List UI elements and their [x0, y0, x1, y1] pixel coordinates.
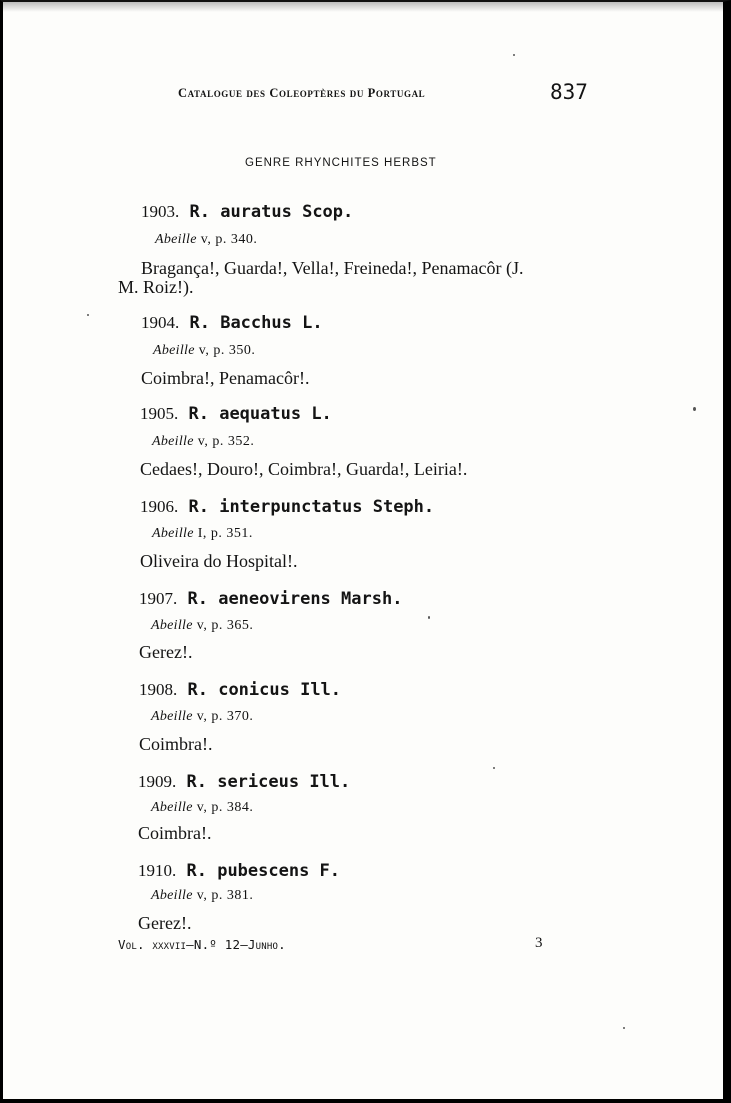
locality-line: Cedaes!, Douro!, Coimbra!, Guarda!, Leiria!.: [140, 459, 468, 479]
scan-speck: [493, 767, 495, 769]
entry-heading: [141, 313, 323, 333]
locality-line: Bragança!, Guarda!, Vella!, Freineda!, Penamacôr (J.: [141, 258, 524, 278]
entry-heading: [138, 861, 340, 881]
scan-speck: [513, 54, 515, 56]
scan-speck: [87, 314, 89, 316]
entry-number: 1904.: [141, 313, 180, 332]
reference: [151, 709, 253, 725]
footer-volume: Vol. xxxvii—N.º 12—Junho.: [118, 937, 286, 952]
reference-page: v, p. 365.: [192, 618, 254, 633]
entry-number: 1905.: [140, 404, 179, 423]
locality-line: Coimbra!.: [138, 823, 212, 843]
species-name: R. aequatus L.: [188, 404, 332, 424]
running-head: Catalogue des Coleoptères du Portugal: [178, 86, 426, 100]
entry-heading: [139, 680, 341, 700]
species-name: R. interpunctatus Steph.: [188, 497, 435, 517]
reference-work: Abeille: [155, 232, 197, 247]
locality-line: Coimbra!, Penamacôr!.: [141, 368, 310, 388]
entry-number: 1910.: [138, 861, 177, 880]
entry-heading: [138, 772, 350, 792]
reference-page: I, p. 351.: [193, 526, 253, 541]
species-name: R. sericeus Ill.: [186, 772, 351, 792]
reference: [151, 888, 253, 904]
reference-work: Abeille: [153, 343, 195, 358]
reference-page: v, p. 352.: [193, 434, 255, 449]
page-number: 837: [550, 80, 588, 104]
reference-work: Abeille: [151, 888, 193, 903]
locality-line: Oliveira do Hospital!.: [140, 551, 298, 571]
reference: [153, 343, 255, 359]
scan-speck: [428, 616, 430, 619]
entry-heading: [141, 202, 353, 222]
species-name: R. Bacchus L.: [189, 313, 323, 333]
section-title: GENRE RHYNCHITES HERBST: [245, 157, 437, 169]
entry-number: 1908.: [139, 680, 178, 699]
reference-page: v, p. 384.: [192, 800, 254, 815]
entry-number: 1906.: [140, 497, 179, 516]
reference: [152, 434, 254, 450]
reference-page: v, p. 381.: [192, 888, 254, 903]
scan-speck: [693, 407, 696, 411]
species-name: R. pubescens F.: [186, 861, 341, 881]
reference: [155, 232, 257, 248]
scan-speck: [623, 1027, 625, 1029]
entry-number: 1909.: [138, 772, 177, 791]
reference-work: Abeille: [152, 434, 194, 449]
reference-page: v, p. 340.: [196, 232, 258, 247]
entry-number: 1907.: [139, 589, 178, 608]
reference-page: v, p. 350.: [194, 343, 256, 358]
species-name: R. auratus Scop.: [189, 202, 354, 222]
reference: [152, 526, 253, 542]
species-name: R. aeneovirens Marsh.: [187, 589, 403, 609]
entry-number: 1903.: [141, 202, 180, 221]
reference-page: v, p. 370.: [192, 709, 254, 724]
locality-line-continued: M. Roiz!).: [118, 277, 194, 297]
reference: [151, 800, 253, 816]
locality-line: Coimbra!.: [139, 734, 213, 754]
reference-work: Abeille: [151, 709, 193, 724]
locality-line: Gerez!.: [139, 642, 193, 662]
footer-signature: 3: [535, 935, 543, 951]
reference-work: Abeille: [151, 800, 193, 815]
scan-shadow: [3, 2, 723, 12]
species-name: R. conicus Ill.: [187, 680, 342, 700]
entry-heading: [139, 589, 402, 609]
entry-heading: [140, 404, 332, 424]
reference-work: Abeille: [151, 618, 193, 633]
reference: [151, 618, 253, 634]
locality-line: Gerez!.: [138, 913, 192, 933]
entry-heading: [140, 497, 434, 517]
reference-work: Abeille: [152, 526, 194, 541]
